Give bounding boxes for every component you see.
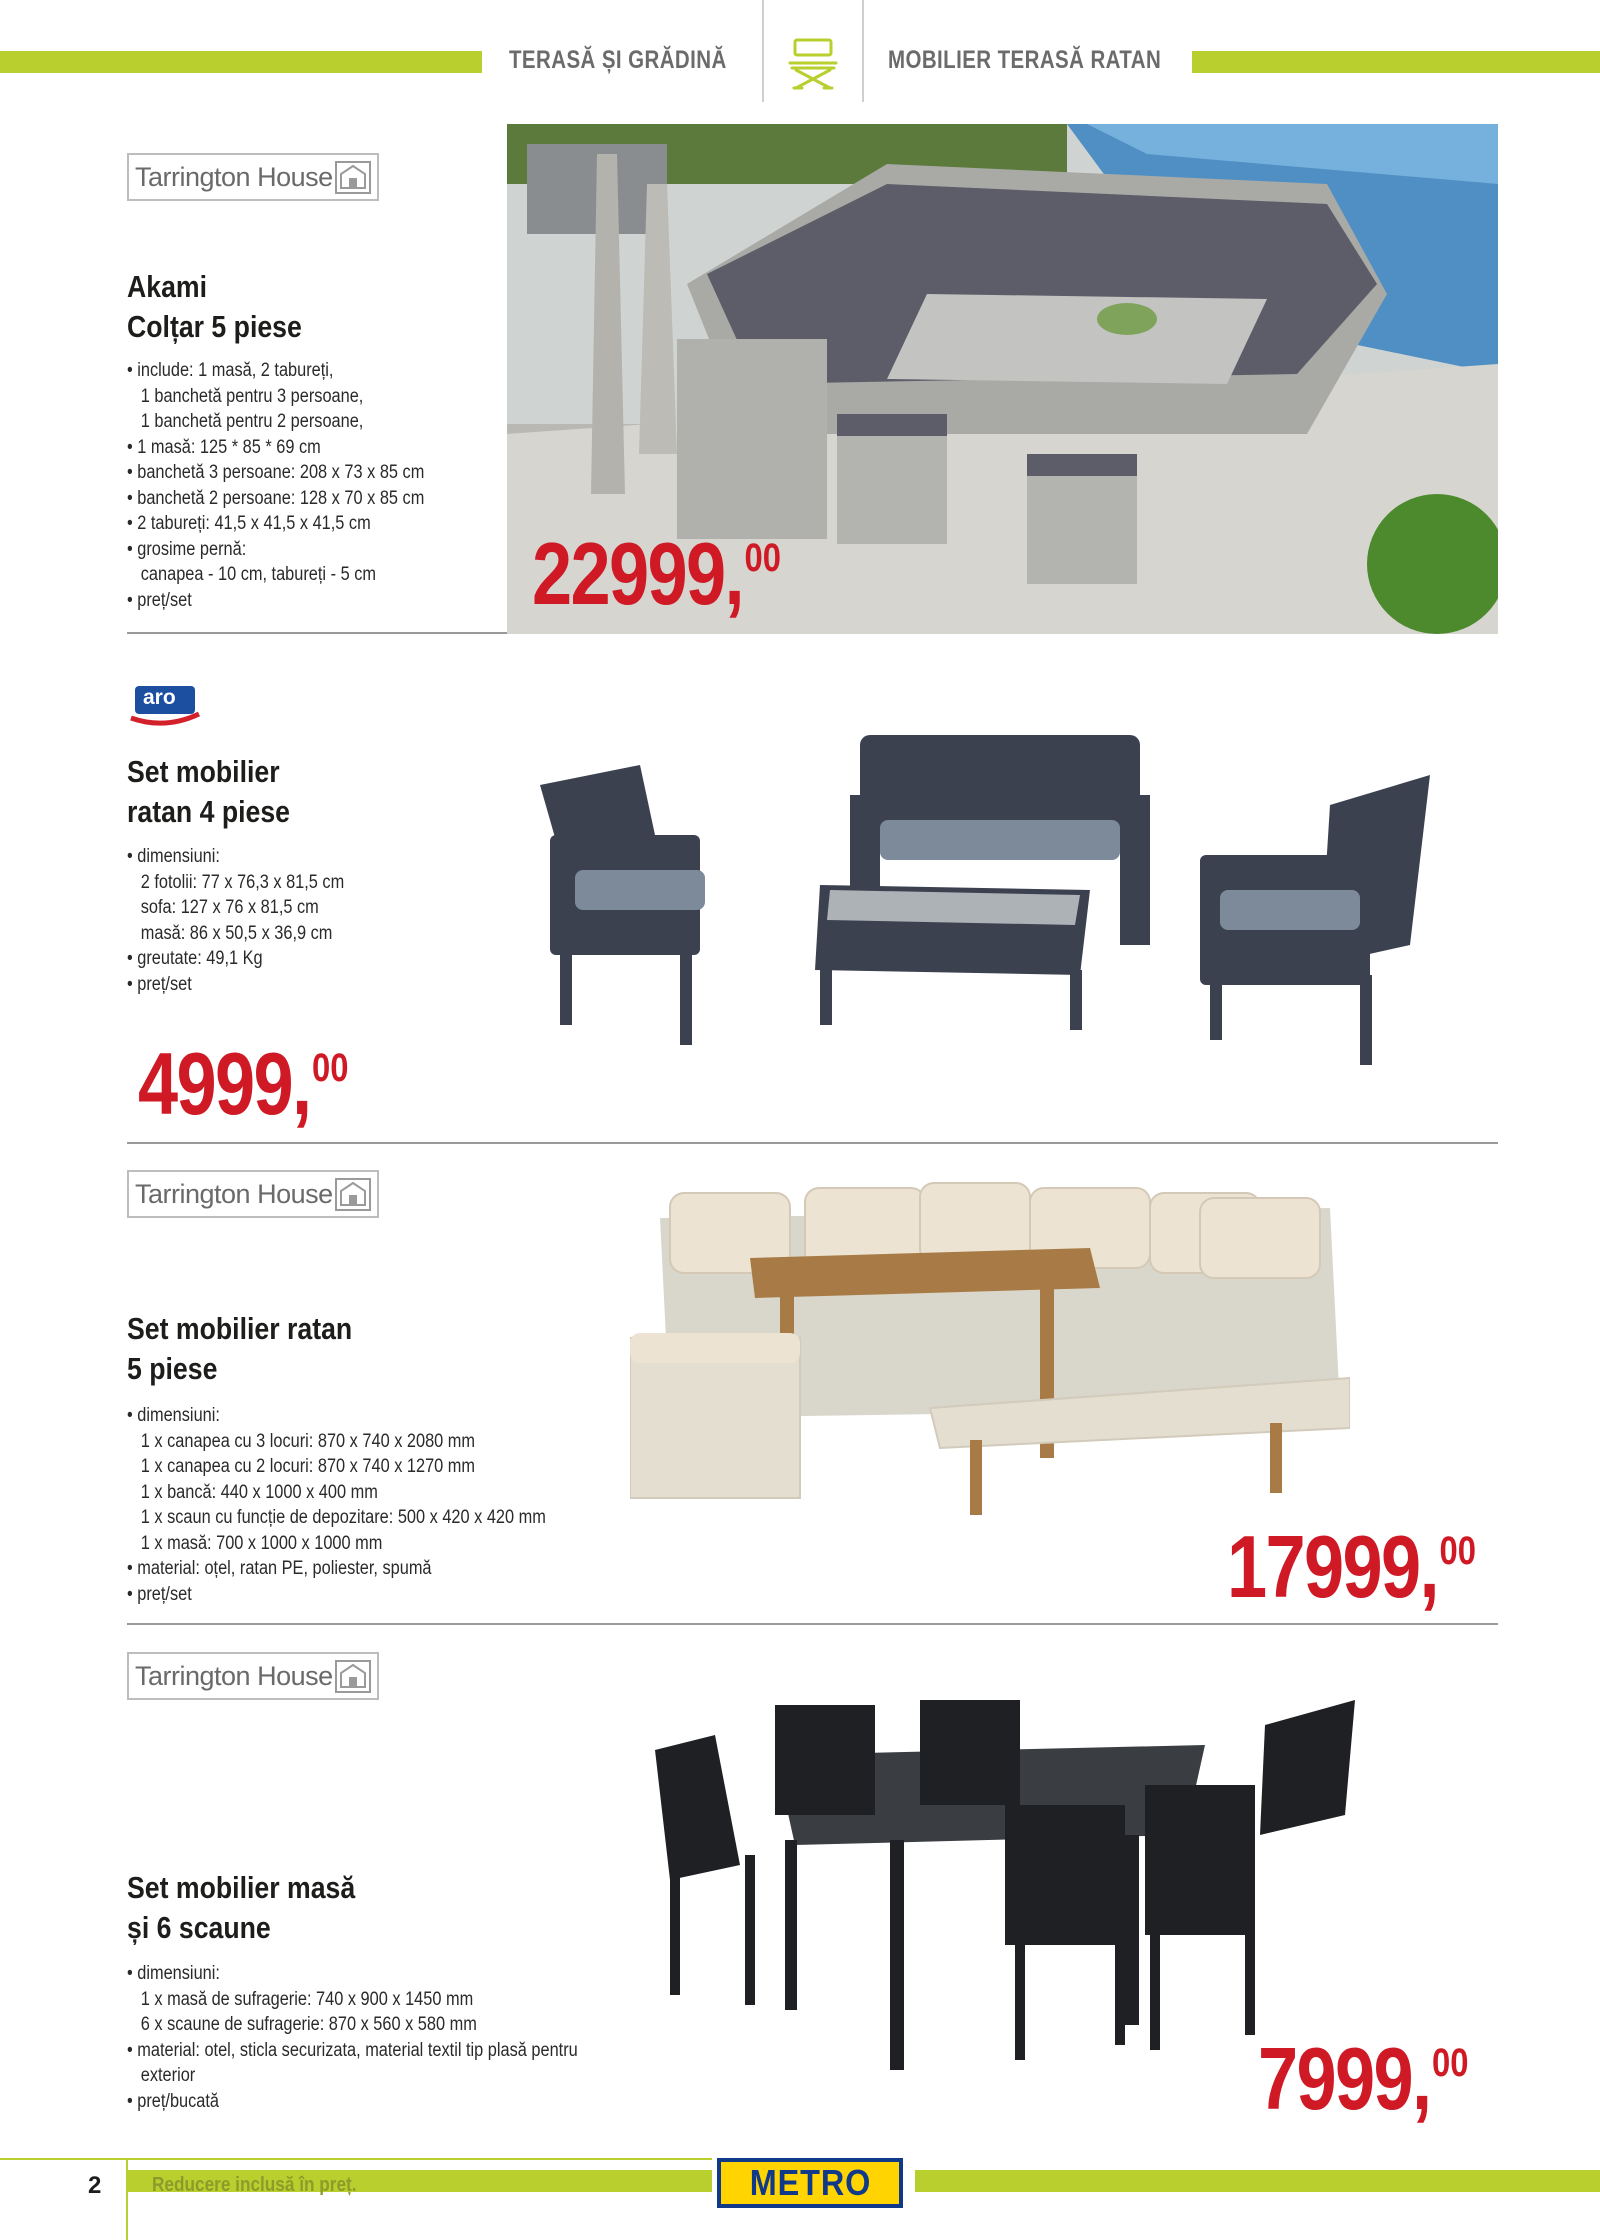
spec-line: sofa: 127 x 76 x 81,5 cm <box>140 897 319 918</box>
spec-line: 6 x scaune de sufragerie: 870 x 560 x 580 mm <box>140 2014 477 2035</box>
section-title-left: TERASĂ ȘI GRĂDINĂ <box>509 46 727 74</box>
spec-line: 1 x scaun cu funcție de depozitare: 500 x 420 x 420 mm <box>140 1507 546 1528</box>
brand-logo-aro <box>129 684 201 728</box>
house-icon <box>335 161 371 194</box>
spec-line: • 2 tabureți: 41,5 x 41,5 x 41,5 cm <box>127 513 371 534</box>
spec-line: • material: oțel, ratan PE, poliester, spumă <box>127 1558 432 1579</box>
price-tag: 17999,00 <box>1227 1517 1476 1616</box>
brand-logo-tarrington <box>127 1170 379 1218</box>
brand-name: Tarrington House <box>135 1660 333 1691</box>
price-tag: 7999,00 <box>1258 2029 1469 2128</box>
brand-name: Tarrington House <box>135 161 333 192</box>
product-title: Set mobilier masă și 6 scaune <box>127 1870 356 1945</box>
spec-line: • preț/set <box>127 973 192 995</box>
spec-line: • banchetă 2 persoane: 128 x 70 x 85 cm <box>127 487 425 509</box>
spec-line: • material: otel, sticla securizata, material textil tip plasă pentru <box>127 2039 578 2061</box>
footer-divider <box>126 2160 128 2240</box>
product-photo-rattan-4 <box>530 725 1450 1125</box>
spec-line: 2 fotolii: 77 x 76,3 x 81,5 cm <box>140 871 345 893</box>
spec-line: • greutate: 49,1 Kg <box>127 948 263 969</box>
product-title: Set mobilier ratan 5 piese <box>127 1311 353 1386</box>
footer-note: Reducere inclusă în preț. <box>152 2174 357 2196</box>
house-icon <box>335 1660 371 1693</box>
spec-line: • dimensiuni: <box>127 846 220 867</box>
product-title: Akami Colțar 5 piese <box>127 269 302 344</box>
spec-line: • dimensiuni: <box>127 1963 220 1984</box>
spec-line: 1 x bancă: 440 x 1000 x 400 mm <box>140 1481 378 1503</box>
product-specs <box>127 844 344 997</box>
spec-line: • include: 1 masă, 2 tabureți, <box>127 360 334 381</box>
product-photo-rattan-5 <box>630 1178 1350 1548</box>
spec-line: • preț/bucată <box>127 2090 220 2112</box>
spec-line: • dimensiuni: <box>127 1405 220 1426</box>
house-icon <box>335 1178 371 1211</box>
header-bar-left <box>0 51 482 73</box>
header-bar-right <box>1192 51 1600 73</box>
aro-label: aro <box>143 686 176 709</box>
footer-rule <box>0 2158 712 2160</box>
directors-chair-icon <box>786 36 840 92</box>
spec-line: 1 banchetă pentru 3 persoane, <box>140 385 364 407</box>
product-title: Set mobilier ratan 4 piese <box>127 754 291 829</box>
spec-line: • preț/set <box>127 589 192 611</box>
spec-line: • 1 masă: 125 * 85 * 69 cm <box>127 436 321 458</box>
page-number: 2 <box>88 2172 102 2199</box>
spec-line: 1 x masă de sufragerie: 740 x 900 x 1450 mm <box>140 1988 474 2010</box>
section-divider <box>127 632 507 634</box>
brand-logo-tarrington <box>127 153 379 201</box>
section-divider <box>127 1142 1498 1144</box>
product-specs <box>127 1403 546 1607</box>
footer-bar-right <box>915 2170 1600 2192</box>
spec-line: • grosime pernă: <box>127 538 247 560</box>
product-specs <box>127 1961 578 2114</box>
spec-line: exterior <box>140 2065 196 2086</box>
price-tag: 4999,00 <box>138 1034 349 1133</box>
spec-line: 1 banchetă pentru 2 persoane, <box>140 411 364 432</box>
price-tag: 22999,00 <box>532 524 781 623</box>
section-title-right: MOBILIER TERASĂ RATAN <box>888 46 1162 74</box>
product-photo-dining-set <box>645 1695 1365 2070</box>
brand-logo-tarrington <box>127 1652 379 1700</box>
spec-line: • banchetă 3 persoane: 208 x 73 x 85 cm <box>127 462 425 483</box>
header-divider-left <box>762 0 764 102</box>
brand-name: Tarrington House <box>135 1178 333 1209</box>
metro-logo-text: METRO <box>749 2162 871 2203</box>
spec-line: • preț/set <box>127 1583 192 1605</box>
spec-line: 1 x canapea cu 3 locuri: 870 x 740 x 2080 mm <box>140 1430 476 1452</box>
metro-logo <box>717 2158 903 2208</box>
spec-line: 1 x masă: 700 x 1000 x 1000 mm <box>140 1532 383 1554</box>
section-divider <box>127 1623 1498 1625</box>
spec-line: masă: 86 x 50,5 x 36,9 cm <box>140 922 333 944</box>
product-specs <box>127 358 424 613</box>
spec-line: 1 x canapea cu 2 locuri: 870 x 740 x 1270 mm <box>140 1456 476 1477</box>
header-divider-right <box>862 0 864 102</box>
spec-line: canapea - 10 cm, tabureți - 5 cm <box>140 564 376 585</box>
